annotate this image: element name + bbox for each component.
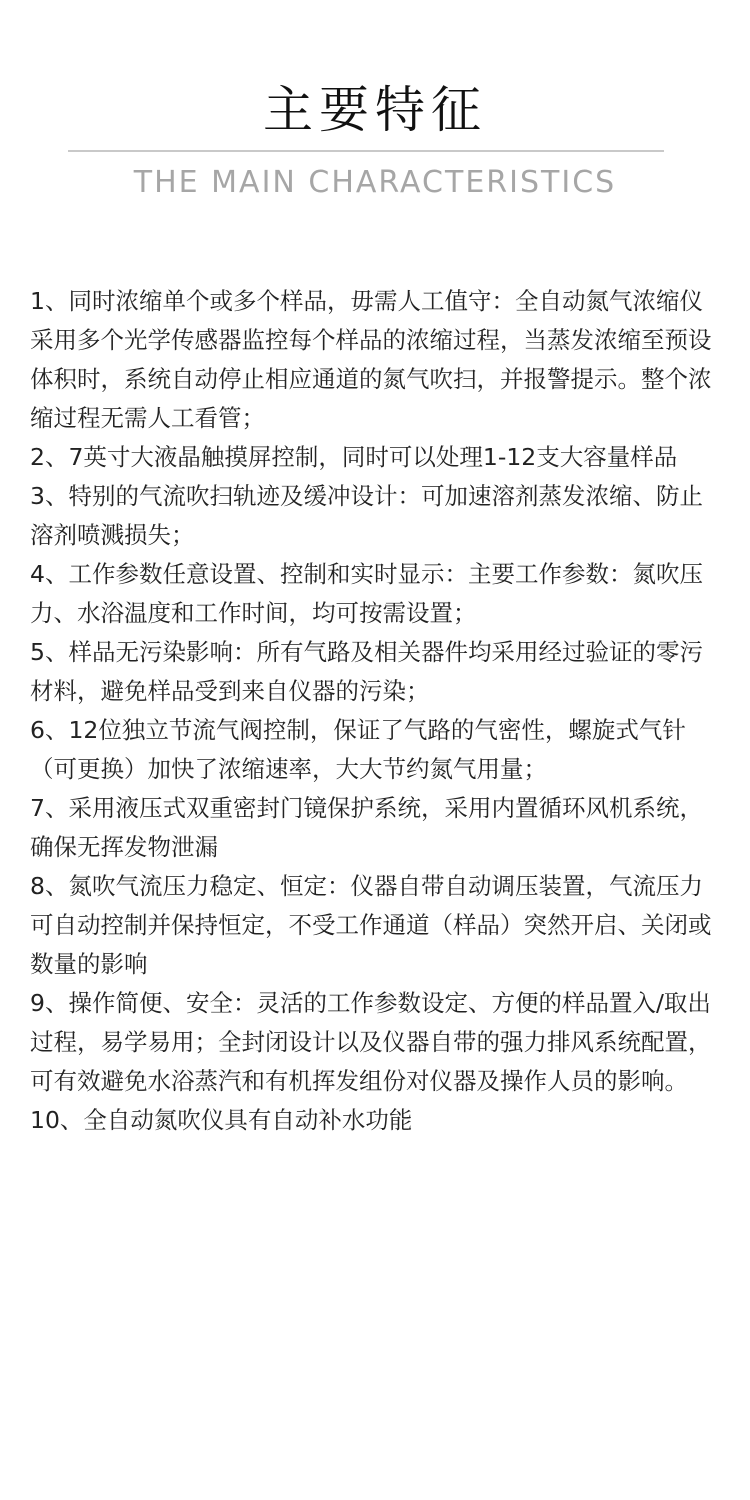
feature-item-6: 6、12位独立节流气阀控制，保证了气路的气密性，螺旋式气针（可更换）加快了浓缩速率，大大节约氮气用量； [30, 716, 686, 783]
feature-item-1: 1、同时浓缩单个或多个样品，毋需人工值守：全自动氮气浓缩仪采用多个光学传感器监控每个样品的浓缩过程，当蒸发浓缩至预设体积时，系统自动停止相应通道的氮气吹扫，并报警提示。整个浓缩过程无需人工看管； [30, 287, 712, 432]
title-divider [68, 150, 664, 152]
feature-item-7: 7、采用液压式双重密封门镜保护系统，采用内置循环风机系统，确保无挥发物泄漏 [30, 794, 703, 861]
feature-item-9: 9、操作简便、安全：灵活的工作参数设定、方便的样品置入/取出过程，易学易用；全封闭设计以及仪器自带的强力排风系统配置，可有效避免水浴蒸汽和有机挥发组份对仪器及操作人员的影响。 [30, 989, 712, 1095]
feature-item-4: 4、工作参数任意设置、控制和实时显示：主要工作参数：氮吹压力、水浴温度和工作时间，均可按需设置； [30, 560, 703, 627]
feature-item-5: 5、样品无污染影响：所有气路及相关器件均采用经过验证的零污材料，避免样品受到来自仪器的污染； [30, 638, 703, 705]
page-title: 主要特征 [263, 81, 487, 139]
feature-list [30, 282, 725, 1140]
feature-item-10: 10、全自动氮吹仪具有自动补水功能 [30, 1106, 413, 1134]
feature-item-3: 3、特别的气流吹扫轨迹及缓冲设计：可加速溶剂蒸发浓缩、防止溶剂喷溅损失； [30, 482, 703, 549]
feature-item-8: 8、氮吹气流压力稳定、恒定：仪器自带自动调压装置，气流压力可自动控制并保持恒定，不受工作通道（样品）突然开启、关闭或数量的影响 [30, 872, 712, 978]
page-subtitle: THE MAIN CHARACTERISTICS [133, 165, 617, 200]
feature-item-2: 2、7英寸大液晶触摸屏控制，同时可以处理1-12支大容量样品 [30, 443, 678, 471]
